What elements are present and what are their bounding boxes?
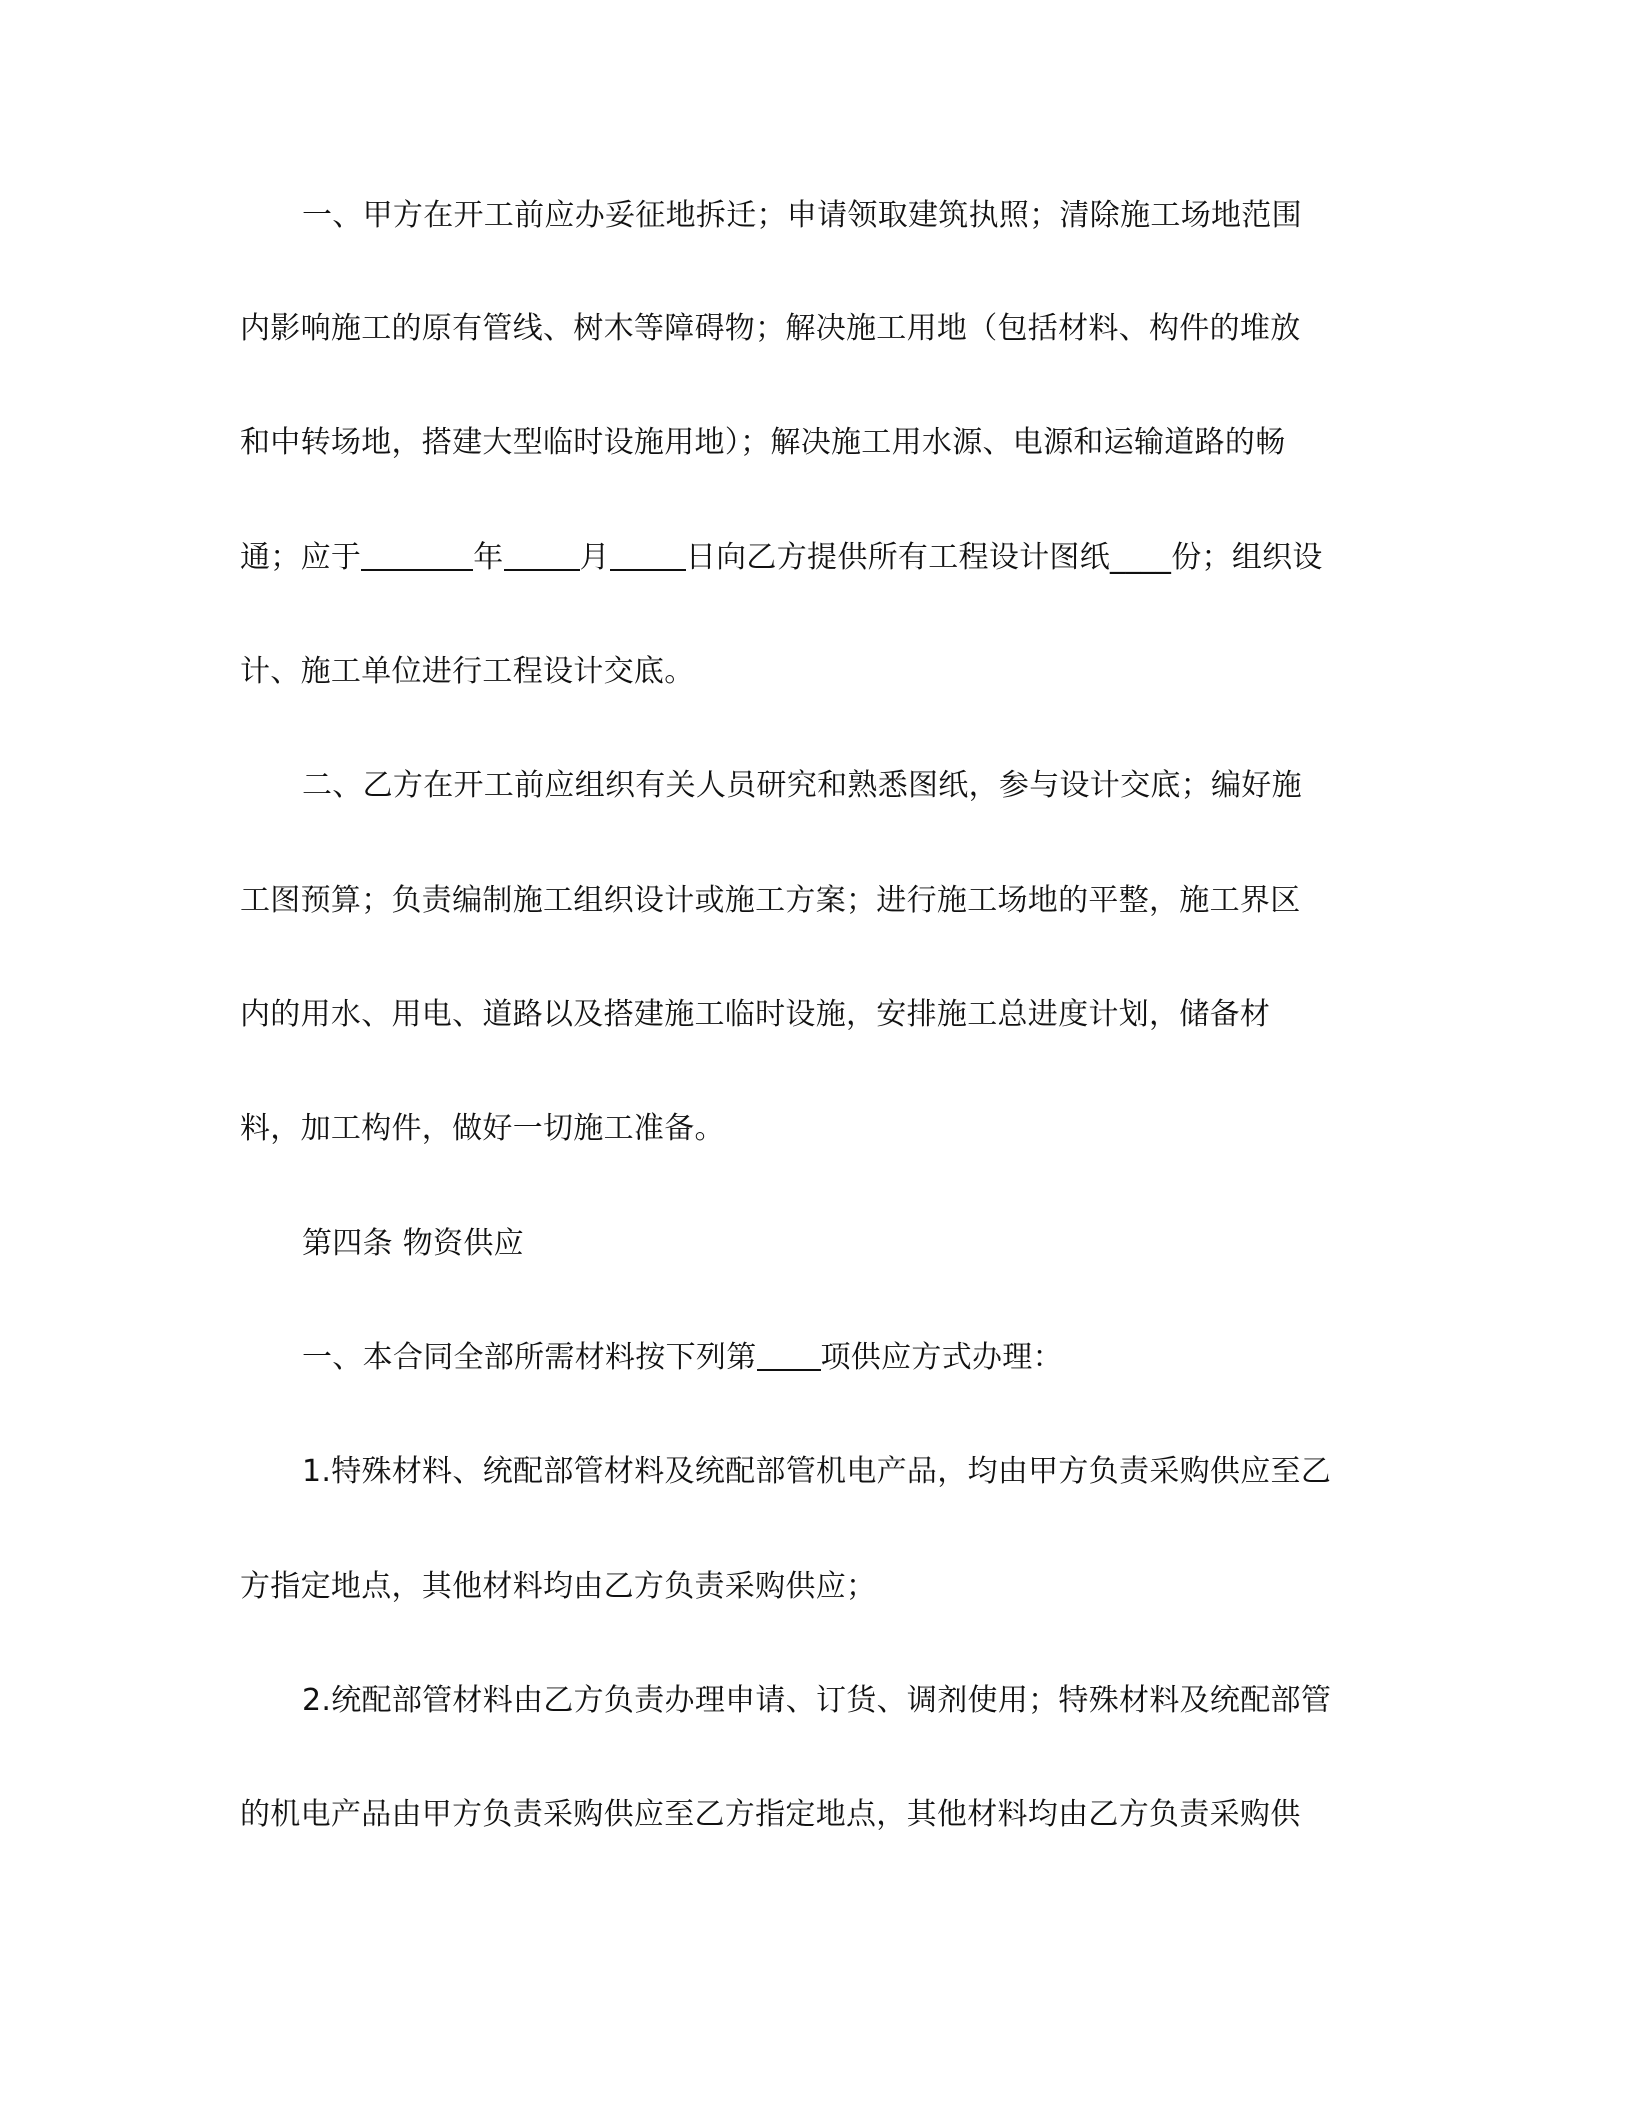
text-segment: 月: [579, 540, 610, 575]
paragraph-line: 的机电产品由甲方负责采购供应至乙方指定地点，其他材料均由乙方负责采购供: [240, 1797, 1301, 1832]
paragraph-line: 计、施工单位进行工程设计交底。: [240, 654, 695, 689]
fill-in-blank-day: [610, 541, 686, 571]
paragraph-line: 二、乙方在开工前应组织有关人员研究和熟悉图纸，参与设计交底；编好施: [302, 768, 1302, 803]
paragraph-line: 2.统配部管材料由乙方负责办理申请、订货、调剂使用；特殊材料及统配部管: [302, 1683, 1332, 1718]
paragraph-line-with-blanks: [240, 538, 1323, 578]
text-segment: 项供应方式办理：: [820, 1340, 1063, 1375]
text-segment: 年: [473, 540, 504, 575]
paragraph-line: 内的用水、用电、道路以及搭建施工临时设施，安排施工总进度计划，储备材: [240, 997, 1271, 1032]
paragraph-line: 内影响施工的原有管线、树木等障碍物；解决施工用地（包括材料、构件的堆放: [240, 311, 1301, 346]
fill-in-blank-month: [504, 541, 580, 571]
text-segment: 通；应于: [240, 540, 362, 575]
section-heading: 第四条 物资供应: [302, 1226, 524, 1261]
text-segment: 一、本合同全部所需材料按下列第: [302, 1340, 757, 1375]
paragraph-line-with-blank: [302, 1338, 1063, 1378]
paragraph-line: 一、甲方在开工前应办妥征地拆迁；申请领取建筑执照；清除施工场地范围: [302, 198, 1302, 233]
fill-in-blank-option: [757, 1341, 821, 1371]
paragraph-line: 方指定地点，其他材料均由乙方负责采购供应；: [240, 1569, 877, 1604]
paragraph-line: 工图预算；负责编制施工组织设计或施工方案；进行施工场地的平整，施工界区: [240, 883, 1301, 918]
paragraph-line: 1.特殊材料、统配部管材料及统配部管机电产品，均由甲方负责采购供应至乙: [302, 1454, 1332, 1489]
text-segment: 日向乙方提供所有工程设计图纸____份；组织设: [685, 540, 1323, 575]
paragraph-line: 和中转场地，搭建大型临时设施用地）；解决施工用水源、电源和运输道路的畅: [240, 425, 1286, 460]
paragraph-line: 料，加工构件，做好一切施工准备。: [240, 1111, 725, 1146]
fill-in-blank-year: [361, 541, 473, 571]
